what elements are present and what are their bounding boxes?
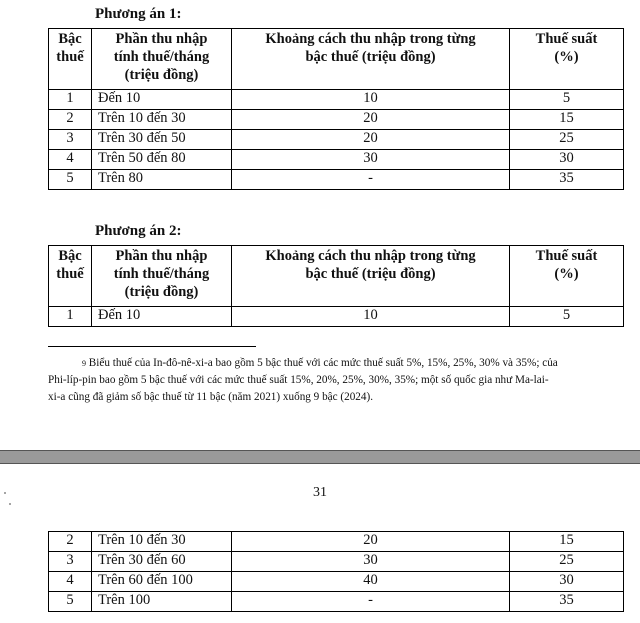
table-row bbox=[49, 572, 624, 592]
tax-rate-cell: 15 bbox=[510, 532, 624, 552]
header-taxable-income: Phần thu nhập tính thuế/tháng (triệu đồng) bbox=[92, 246, 232, 307]
income-gap-cell: - bbox=[232, 592, 510, 612]
table-row bbox=[49, 110, 624, 130]
tier-cell: 5 bbox=[49, 592, 92, 612]
footnote-separator bbox=[48, 346, 256, 347]
income-range-cell: Trên 10 đến 30 bbox=[92, 110, 232, 130]
table-row bbox=[49, 150, 624, 170]
income-gap-cell: 20 bbox=[232, 532, 510, 552]
income-range-cell: Trên 50 đến 80 bbox=[92, 150, 232, 170]
income-gap-cell: 20 bbox=[232, 110, 510, 130]
header-tier: Bậc thuế bbox=[49, 29, 92, 90]
tier-cell: 1 bbox=[49, 90, 92, 110]
table-row bbox=[49, 90, 624, 110]
tax-rate-cell: 5 bbox=[510, 307, 624, 327]
table-row bbox=[49, 592, 624, 612]
income-range-cell: Trên 30 đến 60 bbox=[92, 552, 232, 572]
header-tax-rate: Thuế suất (%) bbox=[510, 246, 624, 307]
table-row bbox=[49, 532, 624, 552]
page-number: 31 bbox=[313, 485, 327, 500]
tax-rate-cell: 35 bbox=[510, 592, 624, 612]
table-header-row bbox=[49, 29, 624, 90]
footnote-line: $^9$ Biểu thuế của In-đô-nê-xi-a bao gồm 5 bậc thuế với các mức thuế suất 5%, 15%, 25%, 30% và 35%; của bbox=[82, 357, 558, 369]
tax-rate-cell: 25 bbox=[510, 552, 624, 572]
income-range-cell: Trên 80 bbox=[92, 170, 232, 190]
tax-rate-cell: 15 bbox=[510, 110, 624, 130]
tier-cell: 3 bbox=[49, 130, 92, 150]
footnote-line: xi-a cũng đã giảm số bậc thuế từ 11 bậc (năm 2021) xuống 9 bậc (2024). bbox=[48, 391, 374, 403]
header-taxable-income: Phần thu nhập tính thuế/tháng (triệu đồng) bbox=[92, 29, 232, 90]
income-gap-cell: - bbox=[232, 170, 510, 190]
scan-speck bbox=[9, 503, 11, 505]
income-gap-cell: 10 bbox=[232, 307, 510, 327]
header-tier: Bậc thuế bbox=[49, 246, 92, 307]
income-range-cell: Trên 10 đến 30 bbox=[92, 532, 232, 552]
header-income-gap: Khoảng cách thu nhập trong từng bậc thuế (triệu đồng) bbox=[232, 29, 510, 90]
scan-speck bbox=[4, 492, 6, 494]
income-range-cell: Trên 60 đến 100 bbox=[92, 572, 232, 592]
option2-table-continued bbox=[48, 531, 624, 612]
page-break bbox=[0, 450, 640, 464]
tax-rate-cell: 35 bbox=[510, 170, 624, 190]
footnote-line: Phi-líp-pin bao gồm 5 bậc thuế với các mức thuế suất 15%, 20%, 25%, 30%, 35%; một số quốc gia như Ma-lai- bbox=[48, 374, 549, 386]
income-gap-cell: 30 bbox=[232, 150, 510, 170]
tier-cell: 1 bbox=[49, 307, 92, 327]
income-gap-cell: 30 bbox=[232, 552, 510, 572]
option1-title: Phương án 1: bbox=[95, 6, 182, 22]
tier-cell: 2 bbox=[49, 532, 92, 552]
income-gap-cell: 10 bbox=[232, 90, 510, 110]
tax-rate-cell: 25 bbox=[510, 130, 624, 150]
tax-rate-cell: 30 bbox=[510, 150, 624, 170]
header-income-gap: Khoảng cách thu nhập trong từng bậc thuế (triệu đồng) bbox=[232, 246, 510, 307]
income-range-cell: Trên 30 đến 50 bbox=[92, 130, 232, 150]
footnote-marker: 9 bbox=[82, 359, 86, 368]
income-range-cell: Trên 100 bbox=[92, 592, 232, 612]
table-row bbox=[49, 307, 624, 327]
tier-cell: 4 bbox=[49, 572, 92, 592]
tier-cell: 2 bbox=[49, 110, 92, 130]
table-row bbox=[49, 130, 624, 150]
table-row bbox=[49, 552, 624, 572]
income-gap-cell: 40 bbox=[232, 572, 510, 592]
tier-cell: 3 bbox=[49, 552, 92, 572]
income-range-cell: Đến 10 bbox=[92, 307, 232, 327]
tax-rate-cell: 5 bbox=[510, 90, 624, 110]
tier-cell: 4 bbox=[49, 150, 92, 170]
income-range-cell: Đến 10 bbox=[92, 90, 232, 110]
tier-cell: 5 bbox=[49, 170, 92, 190]
option2-table bbox=[48, 245, 624, 327]
table-row bbox=[49, 170, 624, 190]
income-gap-cell: 20 bbox=[232, 130, 510, 150]
tax-rate-cell: 30 bbox=[510, 572, 624, 592]
header-tax-rate: Thuế suất (%) bbox=[510, 29, 624, 90]
table-header-row bbox=[49, 246, 624, 307]
option1-table bbox=[48, 28, 624, 190]
option2-title: Phương án 2: bbox=[95, 223, 182, 239]
footnote bbox=[48, 355, 628, 406]
